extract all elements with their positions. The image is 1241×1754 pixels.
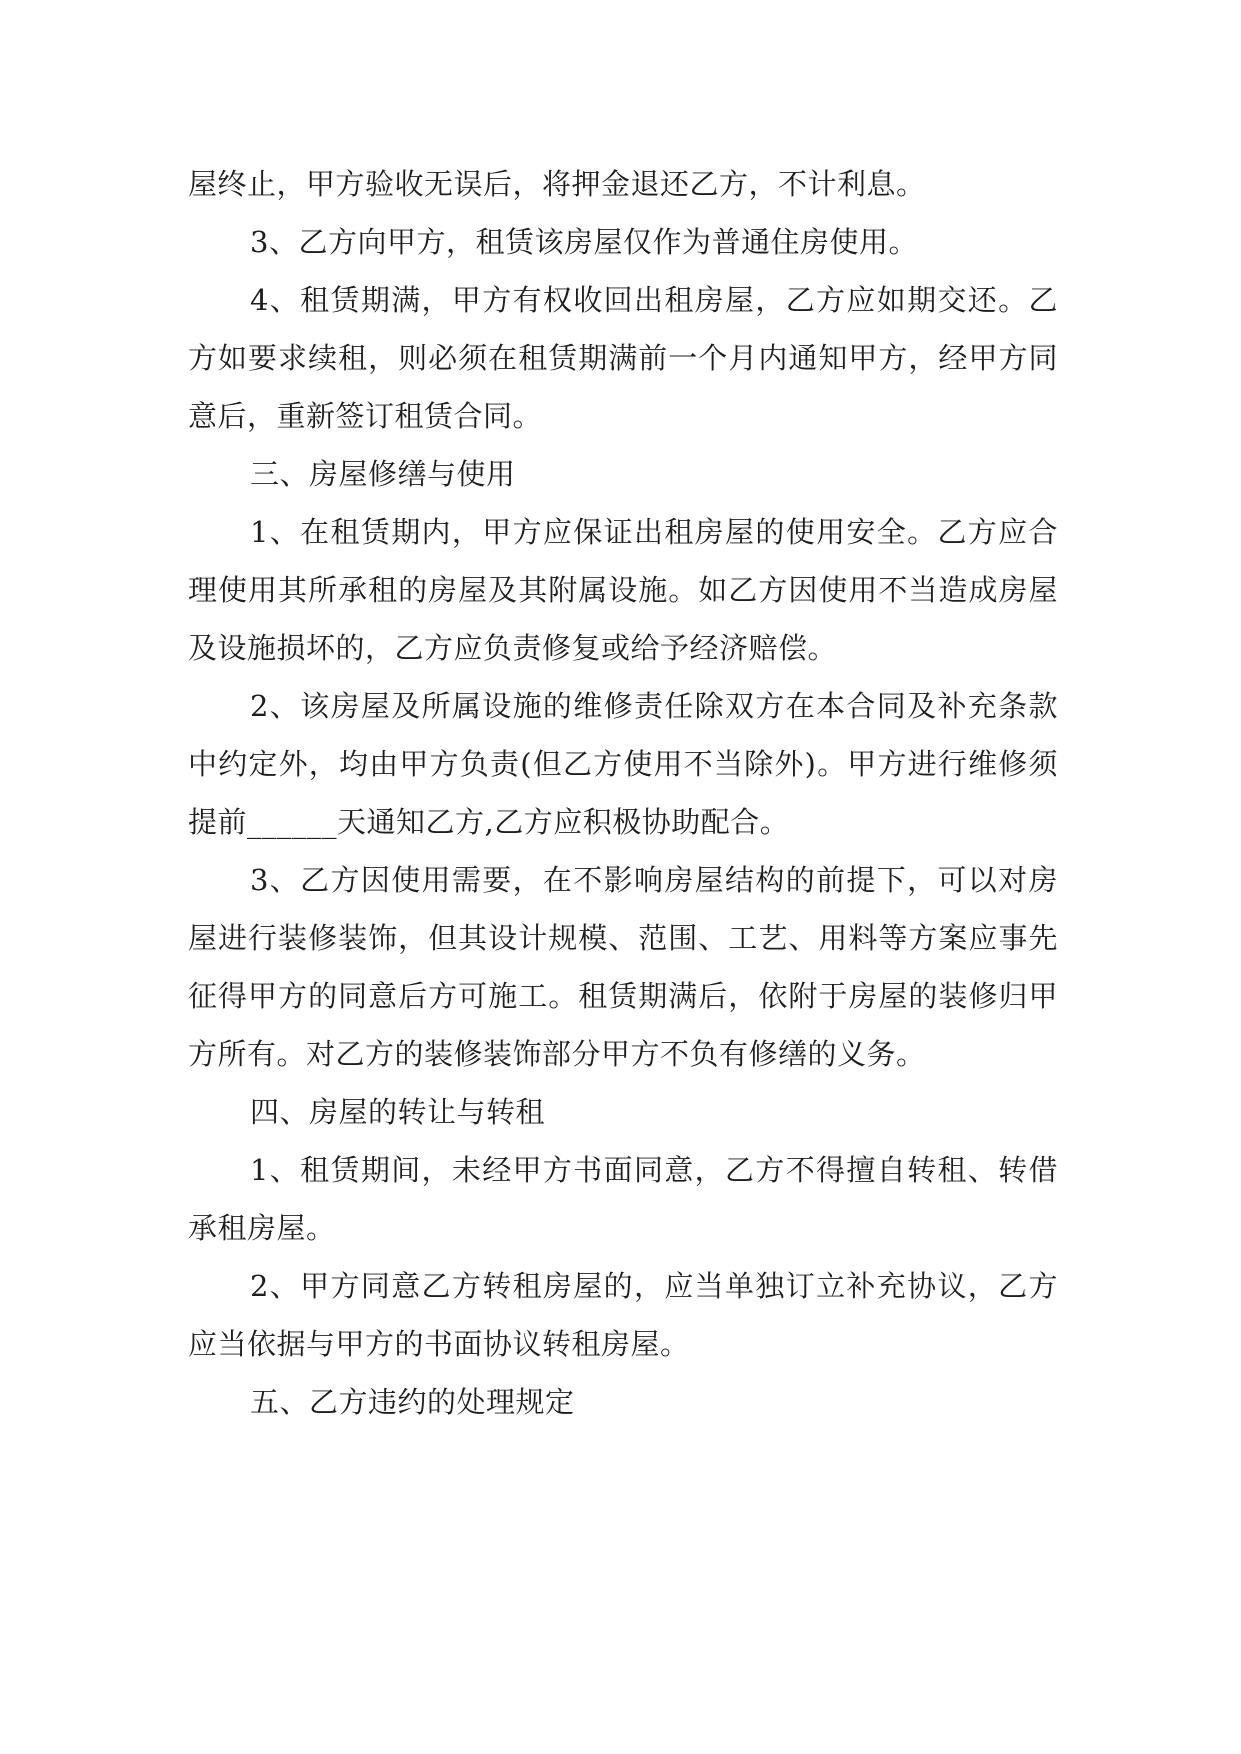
- paragraph-repair-2: 2、该房屋及所属设施的维修责任除双方在本合同及补充条款中约定外，均由甲方负责(但乙方使用不当除外)。甲方进行维修须提前______天通知乙方,乙方应积极协助配合。: [188, 689, 1058, 839]
- paragraph-repair-1: 1、在租赁期内，甲方应保证出租房屋的使用安全。乙方应合理使用其所承租的房屋及其附属设施。如乙方因使用不当造成房屋及设施损坏的，乙方应负责修复或给予经济赔偿。: [188, 515, 1058, 665]
- paragraph-transfer-2: 2、甲方同意乙方转租房屋的，应当单独订立补充协议，乙方应当依据与甲方的书面协议转租房屋。: [188, 1269, 1058, 1361]
- paragraph-transfer-1: 1、租赁期间，未经甲方书面同意，乙方不得擅自转租、转借承租房屋。: [188, 1153, 1058, 1245]
- paragraph-deposit-return: 屋终止，甲方验收无误后，将押金退还乙方，不计利息。: [188, 167, 926, 201]
- section-heading-transfer: 四、房屋的转让与转租: [250, 1095, 546, 1129]
- paragraph-clause-3-usage: 3、乙方向甲方，租赁该房屋仅作为普通住房使用。: [250, 225, 918, 259]
- section-heading-repair: 三、房屋修缮与使用: [250, 457, 516, 491]
- document-body: [188, 155, 1058, 1431]
- paragraph-repair-3: 3、乙方因使用需要，在不影响房屋结构的前提下，可以对房屋进行装修装饰，但其设计规模、范围、工艺、用料等方案应事先征得甲方的同意后方可施工。租赁期满后，依附于房屋的装修归甲方所有。对乙方的装修装饰部分甲方不负有修缮的义务。: [188, 863, 1058, 1071]
- section-heading-breach: 五、乙方违约的处理规定: [250, 1385, 575, 1419]
- paragraph-clause-4-renewal: 4、租赁期满，甲方有权收回出租房屋，乙方应如期交还。乙方如要求续租，则必须在租赁期满前一个月内通知甲方，经甲方同意后，重新签订租赁合同。: [188, 283, 1058, 433]
